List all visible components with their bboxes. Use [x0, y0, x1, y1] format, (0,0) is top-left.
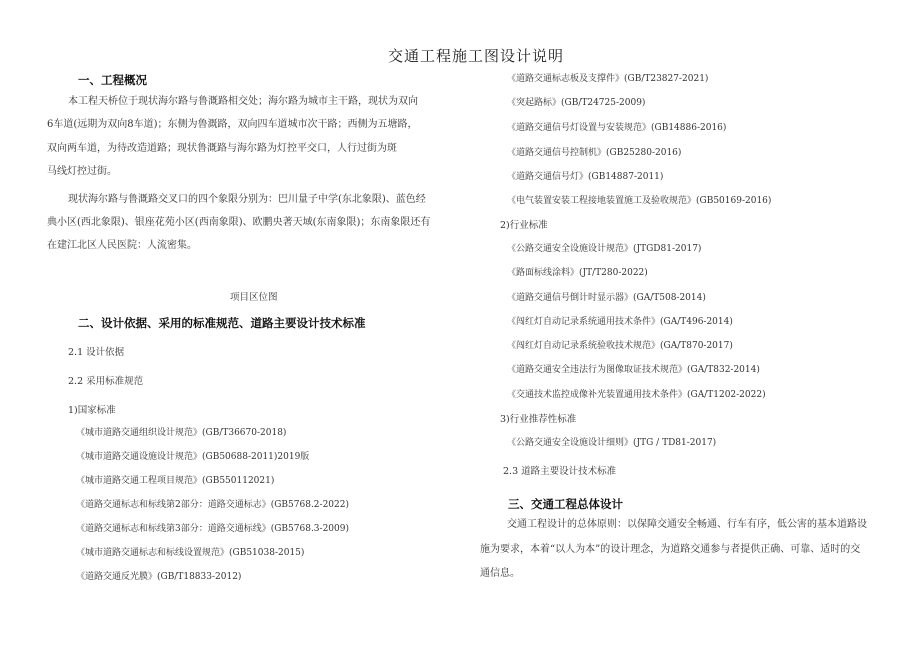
- national-standards-label: 1)国家标准: [68, 405, 116, 416]
- section2-heading: 二、设计依据、采用的标准规范、道路主要设计技术标准: [78, 316, 366, 330]
- reference-item: 《城市道路交通组织设计规范》(GB/T36670-2018): [76, 428, 287, 438]
- reference-item: 《道路交通安全违法行为图像取证技术规范》(GA/T832-2014): [507, 365, 760, 375]
- reference-item: 《电气装置安装工程接地装置施工及验收规范》(GB50169-2016): [507, 196, 772, 206]
- reference-item: 《道路交通反光膜》(GB/T18833-2012): [76, 572, 242, 582]
- reference-item: 《道路交通标志和标线第2部分：道路交通标志》(GB5768.2-2022): [76, 500, 349, 510]
- text-line: 双向两车道，为待改造道路；现状鲁溉路与海尔路为灯控平交口，人行过街为斑: [47, 143, 397, 154]
- reference-item: 《道路交通标志和标线第3部分：道路交通标线》(GB5768.3-2009): [76, 524, 349, 534]
- reference-item: 《公路交通安全设施设计细则》(JTG / TD81-2017): [507, 438, 717, 448]
- text-line: 在建江北区人民医院：人流密集。: [47, 240, 197, 251]
- text-line: 交通工程设计的总体原则：以保障交通安全畅通、行车有序，低公害的基本道路设: [507, 519, 867, 530]
- reference-item: 《道路交通标志板及支撑件》(GB/T23827-2021): [507, 74, 709, 84]
- reference-item: 《道路交通信号灯设置与安装规范》(GB14886-2016): [507, 123, 727, 133]
- reference-item: 《城市道路交通标志和标线设置规范》(GB51038-2015): [76, 548, 305, 558]
- section1-heading: 一、工程概况: [78, 73, 147, 87]
- reference-item: 《闯红灯自动记录系统通用技术条件》(GA/T496-2014): [507, 317, 733, 327]
- recommended-standards-label: 3)行业推荐性标准: [500, 414, 577, 425]
- subsection-2-2: 2.2 采用标准规范: [68, 376, 144, 387]
- reference-item: 《城市道路交通设施设计规范》(GB50688-2011)2019版: [76, 452, 310, 462]
- text-line: 施为要求，本着“以人为本”的设计理念，为道路交通参与者提供正确、可靠、适时的交: [480, 544, 861, 555]
- reference-item: 《道路交通信号倒计时显示器》(GA/T508-2014): [507, 293, 706, 303]
- figure-caption: 项目区位图: [230, 292, 278, 303]
- subsection-2-1: 2.1 设计依据: [68, 347, 125, 358]
- reference-item: 《突起路标》(GB/T24725-2009): [507, 98, 646, 108]
- section3-heading: 三、交通工程总体设计: [508, 497, 623, 511]
- reference-item: 《闯红灯自动记录系统验收技术规范》(GA/T870-2017): [507, 341, 733, 351]
- reference-item: 《道路交通信号灯》(GB14887-2011): [507, 172, 664, 182]
- text-line: 马线灯控过街。: [47, 166, 117, 177]
- text-line: 通信息。: [480, 568, 520, 579]
- industry-standards-label: 2)行业标准: [500, 220, 548, 231]
- text-line: 现状海尔路与鲁溉路交叉口的四个象限分别为：巴川量子中学(东北象限)、蓝色经: [68, 194, 426, 205]
- text-line: 本工程天桥位于现状海尔路与鲁溉路相交处；海尔路为城市主干路，现状为双向: [68, 96, 418, 107]
- reference-item: 《道路交通信号控制机》(GB25280-2016): [507, 148, 682, 158]
- reference-item: 《交通技术监控成像补光装置通用技术条件》(GA/T1202-2022): [507, 390, 766, 400]
- subsection-2-3: 2.3 道路主要设计技术标准: [503, 466, 617, 477]
- reference-item: 《城市道路交通工程项目规范》(GB550112021): [76, 476, 275, 486]
- reference-item: 《路面标线涂料》(JT/T280-2022): [507, 268, 648, 278]
- page-title: 交通工程施工图设计说明: [388, 47, 565, 65]
- reference-item: 《公路交通安全设施设计规范》(JTGD81-2017): [507, 244, 702, 254]
- text-line: 6车道(远期为双向8车道)；东侧为鲁溉路，双向四车道城市次干路；西侧为五塘路，: [47, 119, 418, 130]
- text-line: 典小区(西北象限)、银座花苑小区(西南象限)、欧鹏央著天域(东南象限)；东南象限还有: [47, 217, 431, 228]
